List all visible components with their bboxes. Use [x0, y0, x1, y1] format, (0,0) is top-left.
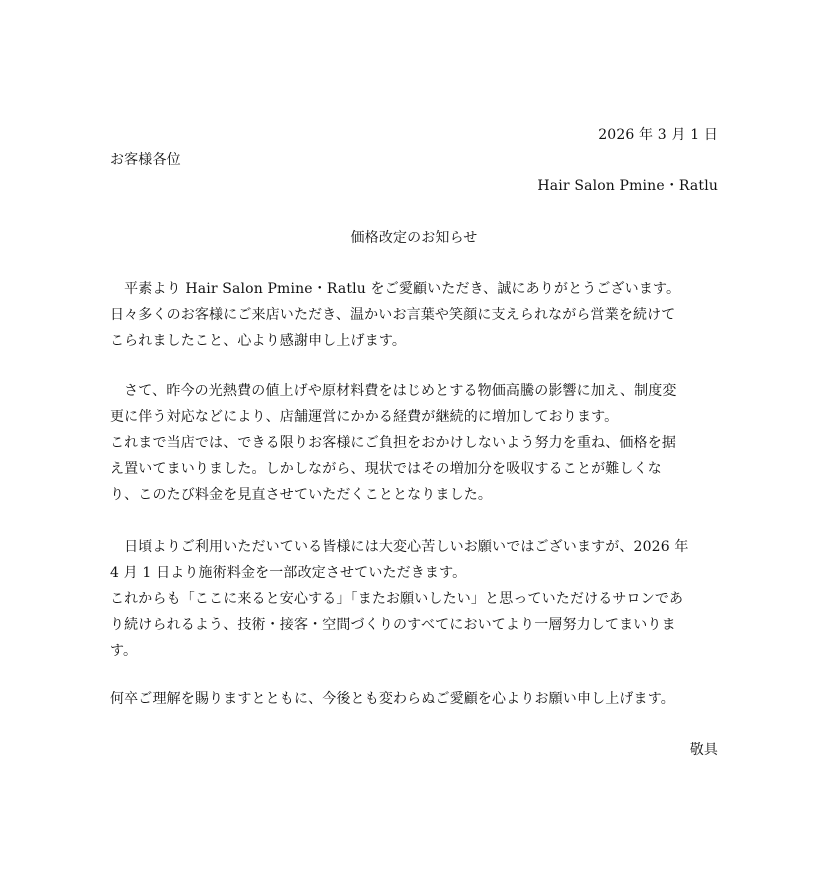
paragraph-line: 日頃よりご利用いただいている皆様には大変心苦しいお願いではございますが、2026 年	[110, 539, 689, 555]
paragraph-announcement	[110, 534, 718, 664]
paragraph-request	[110, 686, 718, 712]
paragraph-line: す。	[110, 643, 138, 659]
paragraph-line: これまで当店では、できる限りお客様にご負担をおかけしないよう努力を重ね、価格を据	[110, 435, 676, 451]
paragraph-reason	[110, 378, 718, 508]
paragraph-line: 更に伴う対応などにより、店舗運営にかかる経費が継続的に増加しております。	[110, 409, 619, 425]
closing-keigu: 敬具	[689, 742, 718, 758]
sender-name: Hair Salon Pmine・Ratlu	[537, 178, 718, 194]
paragraph-line: 平素より Hair Salon Pmine・Ratlu をご愛顧いただき、誠にありがとうございます。	[110, 281, 681, 297]
paragraph-line: り続けられるよう、技術・接客・空間づくりのすべてにおいてより一層努力してまいりま	[110, 617, 676, 633]
paragraph-line: 日々多くのお客様にご来店いただき、温かいお言葉や笑顔に支えられながら営業を続けて	[110, 307, 676, 323]
letter-title: 価格改定のお知らせ	[350, 230, 478, 246]
paragraph-line: え置いてまいりました。しかしながら、現状ではその増加分を吸収することが難しくな	[110, 461, 662, 477]
paragraph-greeting	[110, 276, 718, 354]
paragraph-line: これからも「ここに来ると安心する」「またお願いしたい」と思っていただけるサロンであ	[110, 591, 684, 607]
paragraph-line: り、このたび料金を見直させていただくこととなりました。	[110, 487, 493, 503]
paragraph-line: さて、昨今の光熱費の値上げや原材料費をはじめとする物価高騰の影響に加え、制度変	[110, 383, 677, 399]
paragraph-line: 4 月 1 日より施術料金を一部改定させていただきます。	[110, 565, 467, 581]
letter-date: 2026 年 3 月 1 日	[598, 127, 718, 143]
recipient-line: お客様各位	[110, 152, 181, 168]
paragraph-line: こられましたこと、心より感謝申し上げます。	[110, 333, 407, 349]
paragraph-line: 何卒ご理解を賜りますとともに、今後とも変わらぬご愛顧を心よりお願い申し上げます。	[110, 691, 675, 707]
